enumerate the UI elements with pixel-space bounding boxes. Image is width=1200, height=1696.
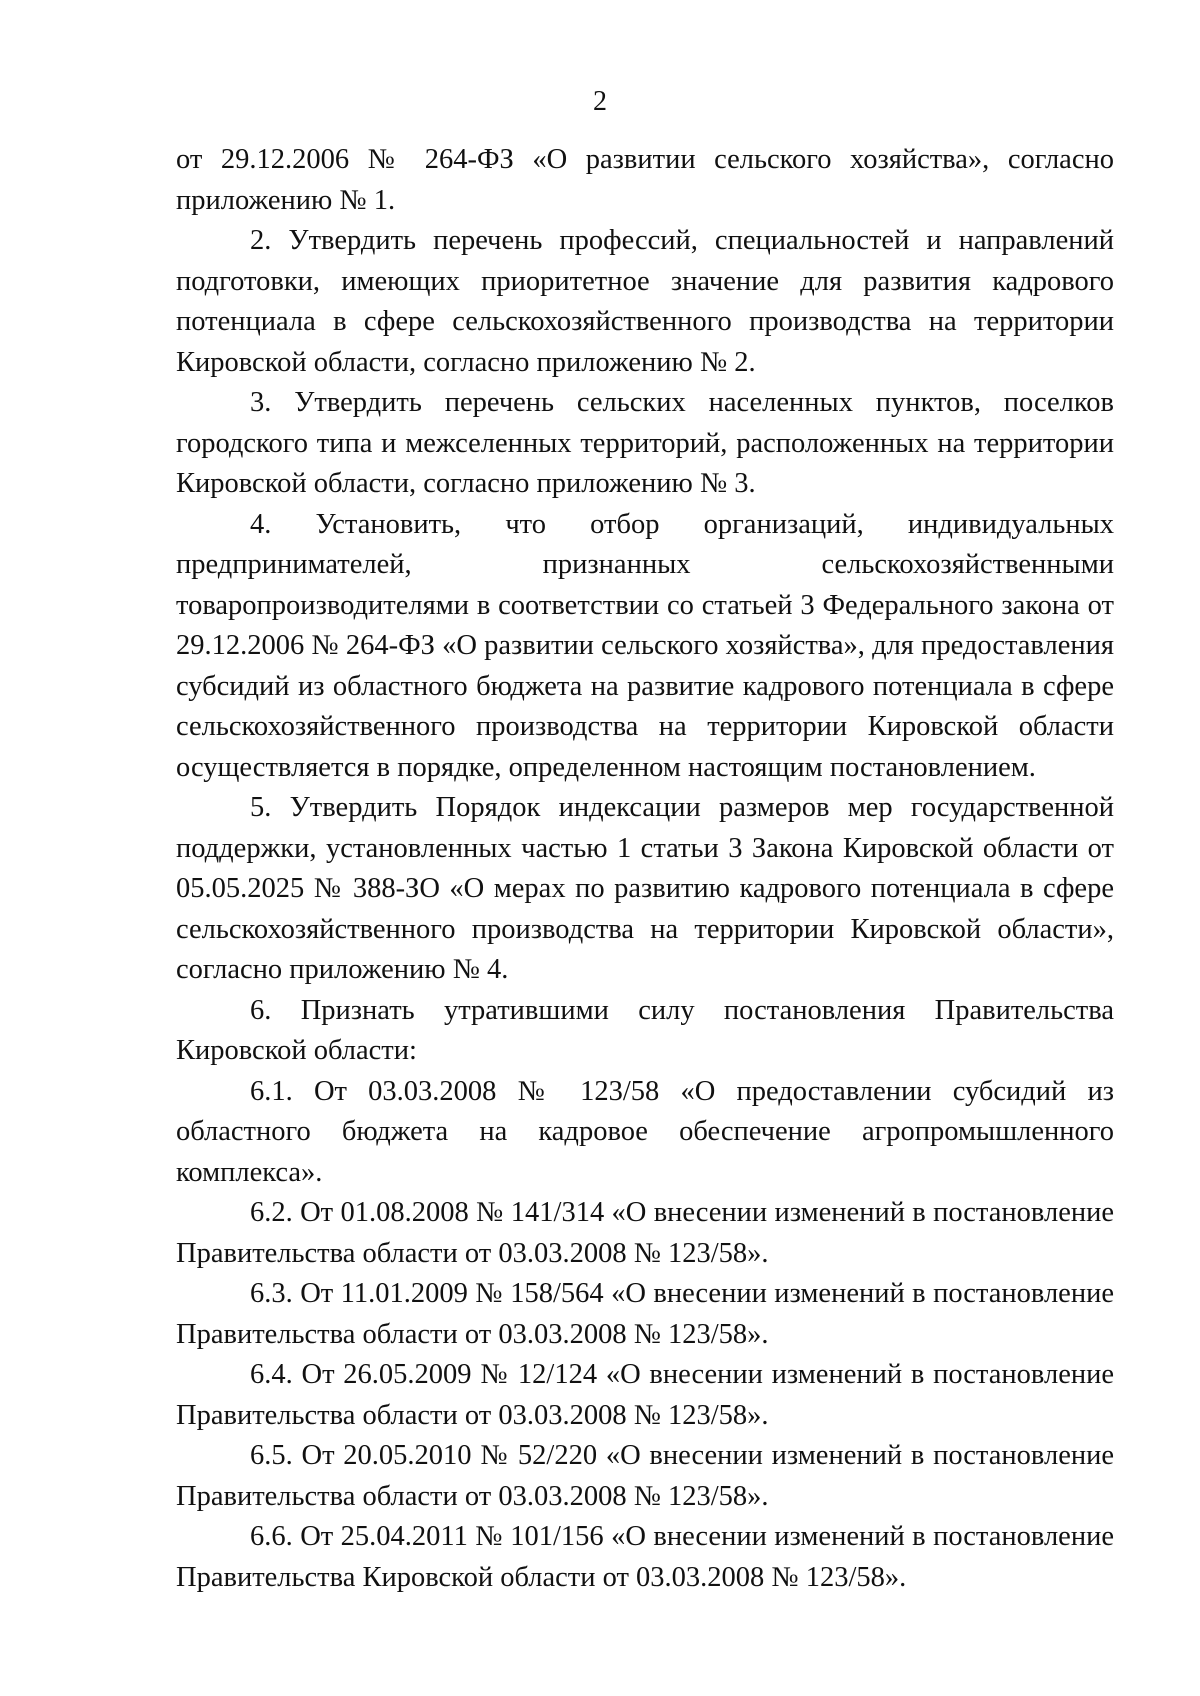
document-body — [176, 140, 1114, 1598]
paragraph-item-6-2: 6.2. От 01.08.2008 № 141/314 «О внесении изменений в постановление Правительства области от 03.03.2008 № 123/58». — [176, 1197, 1114, 1269]
paragraph-item-6-5: 6.5. От 20.05.2010 № 52/220 «О внесении изменений в постановление Правительства области от 03.03.2008 № 123/58». — [176, 1440, 1114, 1512]
paragraph-item-6-3: 6.3. От 11.01.2009 № 158/564 «О внесении изменений в постановление Правительства области от 03.03.2008 № 123/58». — [176, 1278, 1114, 1350]
paragraph-item-4: 4. Установить, что отбор организаций, индивидуальных предпринимателей, признанных сельскохозяйственными товаропроизводителями в соответствии со статьей 3 Федерального закона от 29.12.2006 № 264-ФЗ «О развитии сельского хозяйства», для предоставления субсидий из областного бюджета на развитие кадрового потенциала в сфере сельскохозяйственного производства на территории Кировской области осуществляется в порядке, определенном настоящим постановлением. — [176, 508, 1114, 783]
paragraph-item-6-4: 6.4. От 26.05.2009 № 12/124 «О внесении изменений в постановление Правительства области от 03.03.2008 № 123/58». — [176, 1359, 1114, 1431]
paragraph-item-6-1: 6.1. От 03.03.2008 № 123/58 «О предоставлении субсидий из областного бюджета на кадровое обеспечение агропромышленного комплекса». — [176, 1075, 1114, 1188]
paragraph-item-3: 3. Утвердить перечень сельских населенных пунктов, поселков городского типа и межселенных территорий, расположенных на территории Кировской области, согласно приложению № 3. — [176, 387, 1114, 499]
paragraph-item-2: 2. Утвердить перечень профессий, специальностей и направлений подготовки, имеющих приоритетное значение для развития кадрового потенциала в сфере сельскохозяйственного производства на территории Кировской области, согласно приложению № 2. — [176, 225, 1114, 378]
page-number: 2 — [593, 86, 607, 117]
paragraph-item-6-6: 6.6. От 25.04.2011 № 101/156 «О внесении изменений в постановление Правительства Кировской области от 03.03.2008 № 123/58». — [176, 1521, 1114, 1593]
paragraph-item-6: 6. Признать утратившими силу постановления Правительства Кировской области: — [176, 994, 1114, 1066]
paragraph-item-5: 5. Утвердить Порядок индексации размеров мер государственной поддержки, установленных частью 1 статьи 3 Закона Кировской области от 05.05.2025 № 388-ЗО «О мерах по развитию кадрового потенциала в сфере сельскохозяйственного производства на территории Кировской области», согласно приложению № 4. — [176, 792, 1114, 985]
paragraph-continuation: от 29.12.2006 № 264-ФЗ «О развитии сельского хозяйства», согласно приложению № 1. — [176, 144, 1114, 216]
